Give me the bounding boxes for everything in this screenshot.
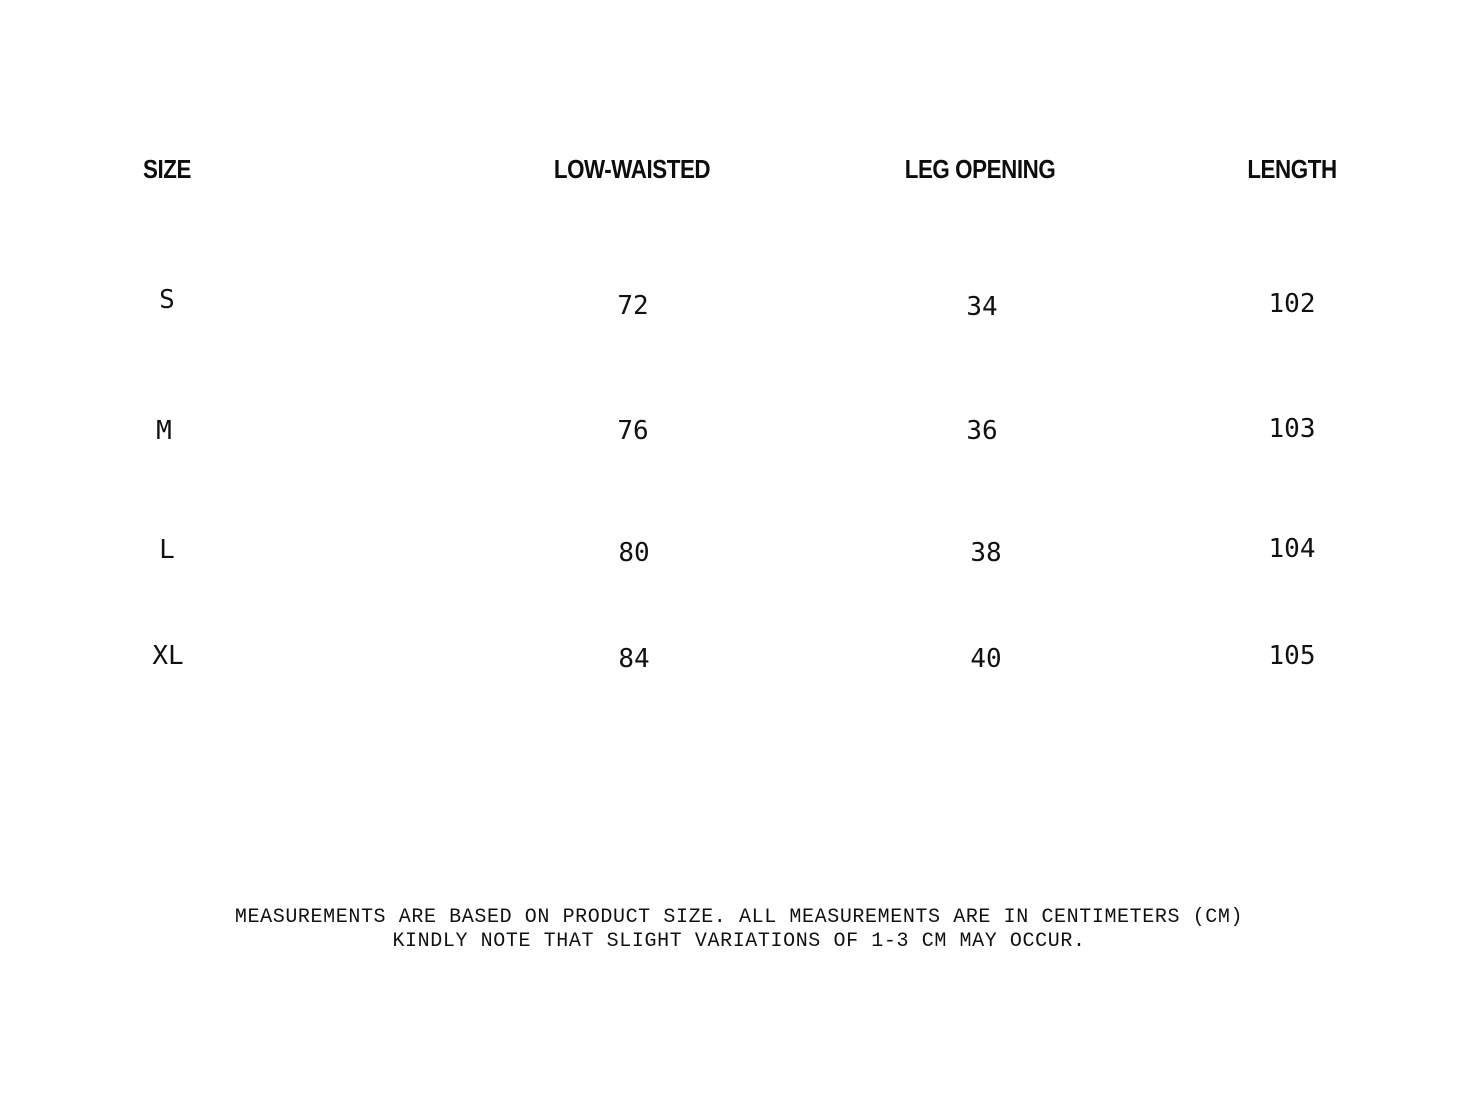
table-cell-leg-opening: 38: [970, 538, 1002, 568]
header-low-waisted: LOW-WAISTED: [553, 154, 711, 184]
table-cell-size: M: [156, 416, 172, 446]
table-cell-size: XL: [152, 641, 184, 671]
table-cell-low-waisted: 76: [617, 416, 649, 446]
table-cell-length: 102: [1268, 289, 1316, 319]
table-cell-leg-opening: 34: [966, 292, 998, 322]
header-size: SIZE: [143, 154, 191, 184]
table-cell-leg-opening: 36: [966, 416, 998, 446]
table-cell-length: 105: [1268, 641, 1316, 671]
table-cell-low-waisted: 80: [618, 538, 650, 568]
measurement-note: MEASUREMENTS ARE BASED ON PRODUCT SIZE. ALL MEASUREMENTS ARE IN CENTIMETERS (CM): [234, 906, 1244, 929]
header-length: LENGTH: [1247, 154, 1337, 184]
header-leg-opening: LEG OPENING: [904, 154, 1056, 184]
table-cell-low-waisted: 72: [617, 291, 649, 321]
variation-note: KINDLY NOTE THAT SLIGHT VARIATIONS OF 1-3 CM MAY OCCUR.: [392, 930, 1086, 953]
table-cell-length: 103: [1268, 414, 1316, 444]
table-cell-length: 104: [1268, 534, 1316, 564]
table-cell-leg-opening: 40: [970, 644, 1002, 674]
table-cell-size: L: [159, 535, 175, 565]
table-cell-size: S: [159, 285, 175, 315]
table-cell-low-waisted: 84: [618, 644, 650, 674]
